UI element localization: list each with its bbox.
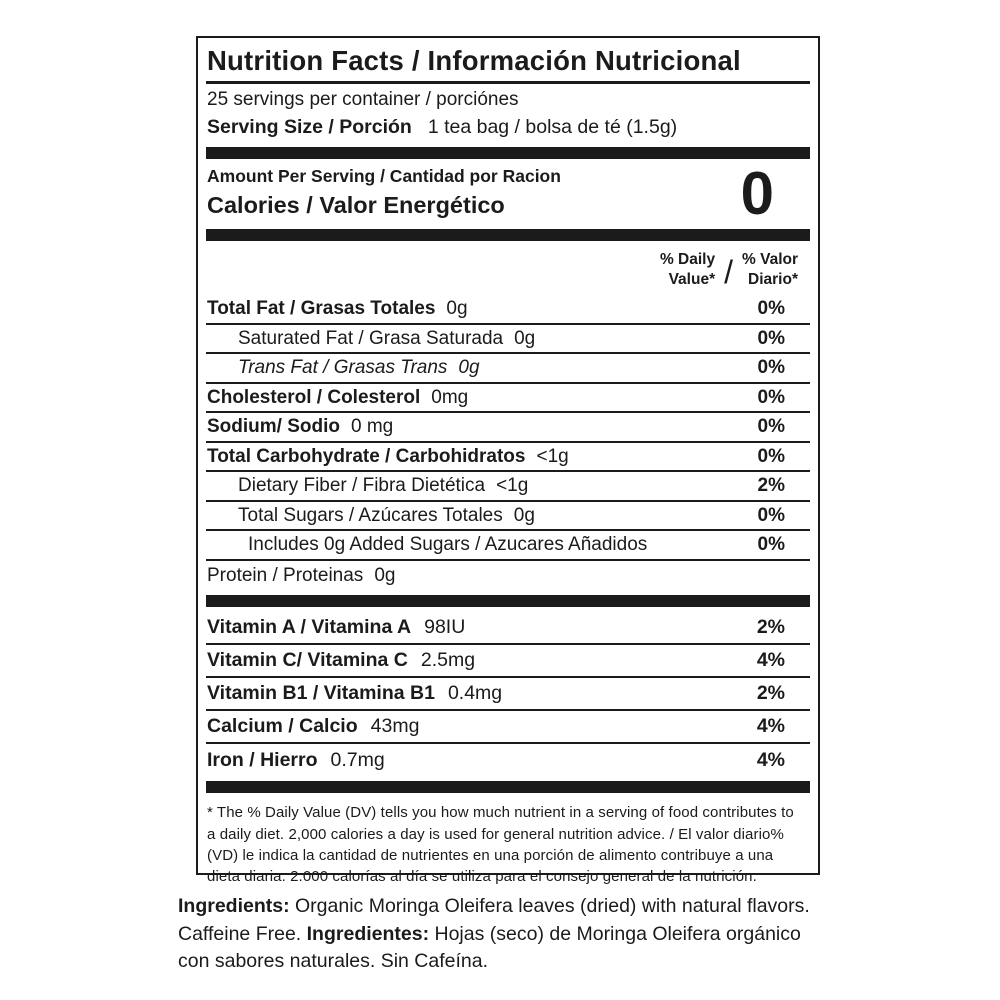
nutrient-label: Cholesterol / Colesterol [207, 386, 421, 408]
nutrition-facts-panel [196, 36, 820, 886]
nutrient-daily-value: 2% [756, 616, 785, 639]
nutrient-row [206, 443, 810, 473]
ingredients-label-en: Ingredients: [178, 895, 290, 917]
thick-bar-calories [206, 229, 810, 241]
title-divider [206, 81, 810, 84]
calories-value: 0 [740, 160, 774, 228]
nutrient-daily-value: 4% [756, 714, 785, 737]
nutrient-amount: 0g [514, 327, 536, 349]
nutrient-row [206, 531, 810, 561]
nutrient-label: Vitamin A / Vitamina A [207, 616, 412, 639]
amount-per-serving-label: Amount Per Serving / Cantidad por Racion [207, 166, 561, 187]
nutrient-amount: 0mg [431, 386, 469, 408]
nutrient-label: Protein / Proteinas [207, 564, 364, 586]
nutrient-row [206, 561, 810, 591]
ingredients-text-es: Hojas (seco) de Moringa Oleifera orgánico con sabores naturales. Sin Cafeína. [178, 922, 801, 973]
serving-size-label: Serving Size / Porción [207, 115, 412, 138]
calories-labels [207, 164, 741, 224]
nutrient-amount: 2.5mg [420, 649, 476, 672]
servings-per-container: 25 servings per container / porciónes [207, 88, 519, 110]
calories-label: Calories / Valor Energético [207, 191, 505, 218]
daily-value-header-es [742, 250, 798, 291]
nutrient-daily-value: 4% [756, 748, 785, 771]
nutrient-amount: <1g [536, 445, 569, 467]
nutrient-daily-value: 0% [757, 327, 785, 349]
nutrient-amount: 0g [374, 564, 396, 586]
nutrient-row [206, 472, 810, 502]
nutrient-amount: 0g [513, 504, 535, 526]
nutrient-daily-value: 0% [757, 357, 785, 379]
daily-value-header [206, 246, 810, 295]
nutrient-label: Iron / Hierro [207, 748, 318, 771]
dv-es-line1: % Valor [742, 250, 798, 268]
label-title: Nutrition Facts / Información Nutricional [207, 45, 741, 76]
nutrient-row [206, 384, 810, 414]
serving-size-value: 1 tea bag / bolsa de té (1.5g) [427, 115, 678, 138]
nutrient-row [206, 711, 810, 744]
nutrient-row [206, 744, 810, 777]
thick-bar-protein [206, 595, 810, 607]
nutrient-amount: 0.4mg [447, 681, 503, 704]
nutrient-label: Calcium / Calcio [207, 714, 358, 737]
nutrient-daily-value: 0% [757, 416, 785, 438]
thick-bar-iron [206, 781, 810, 793]
nutrient-label: Total Fat / Grasas Totales [207, 298, 436, 320]
nutrient-label: Trans Fat / Grasas Trans [238, 357, 448, 379]
nutrient-daily-value: 2% [756, 681, 785, 704]
nutrient-row [206, 678, 810, 711]
nutrient-amount: 98IU [424, 616, 466, 639]
nutrient-amount: 0g [446, 298, 468, 320]
nutrient-label: Vitamin C/ Vitamina C [207, 649, 408, 672]
nutrient-row [206, 354, 810, 384]
ingredients-label-es: Ingredientes: [306, 922, 430, 945]
ingredients-text-en: Organic Moringa Oleifera leaves (dried) with natural flavors. Caffeine Free. [178, 895, 810, 945]
nutrient-label: Dietary Fiber / Fibra Dietética [238, 475, 486, 497]
nutrient-row [206, 612, 810, 645]
nutrient-row [206, 645, 810, 678]
nutrient-amount: 0.7mg [330, 748, 385, 771]
dv-en-line2: Value* [668, 271, 716, 289]
nutrient-label: Vitamin B1 / Vitamina B1 [207, 681, 435, 704]
nutrient-rows [206, 295, 810, 590]
calories-block [206, 160, 810, 228]
nutrient-daily-value: 2% [757, 475, 785, 497]
nutrient-daily-value: 4% [756, 649, 785, 672]
micronutrient-rows [206, 612, 810, 776]
nutrient-row [206, 325, 810, 355]
nutrient-row [206, 295, 810, 325]
dv-en-line1: % Daily [659, 250, 716, 268]
ingredients-paragraph [178, 893, 822, 976]
nutrient-label: Sodium/ Sodio [207, 416, 340, 438]
nutrient-label: Includes 0g Added Sugars / Azucares Añadidos [248, 534, 648, 556]
serving-size-row [206, 113, 810, 142]
thick-bar-top [206, 147, 810, 159]
nutrient-daily-value: 0% [757, 504, 785, 526]
nutrient-amount: <1g [496, 475, 529, 497]
nutrient-label: Saturated Fat / Grasa Saturada [238, 327, 504, 349]
dv-header-slash: / [724, 254, 733, 291]
daily-value-header-en [660, 250, 715, 291]
dv-es-line2: Diario* [748, 271, 798, 289]
daily-value-footnote: * The % Daily Value (DV) tells you how much nutrient in a serving of food contributes to a daily diet. 2,000 calories a day is used for general nutrition advice. / El valor diario% (VD) le indica la cantidad de nutrientes en una porción de alimento contribuye a una dieta diaria. 2.000 calorías al día se utiliza para el consejo general de la nutrición. [207, 804, 794, 886]
nutrient-amount: 43mg [370, 714, 420, 737]
nutrient-daily-value: 0% [757, 534, 785, 556]
nutrient-label: Total Sugars / Azúcares Totales [238, 504, 503, 526]
nutrient-amount: 0 mg [351, 416, 394, 438]
nutrient-row [206, 413, 810, 443]
nutrient-daily-value: 0% [757, 298, 785, 320]
nutrient-daily-value: 0% [757, 386, 785, 408]
nutrient-row [206, 502, 810, 532]
nutrient-label: Total Carbohydrate / Carbohidratos [207, 445, 526, 467]
nutrient-amount: 0g [458, 357, 480, 379]
nutrient-daily-value: 0% [757, 445, 785, 467]
